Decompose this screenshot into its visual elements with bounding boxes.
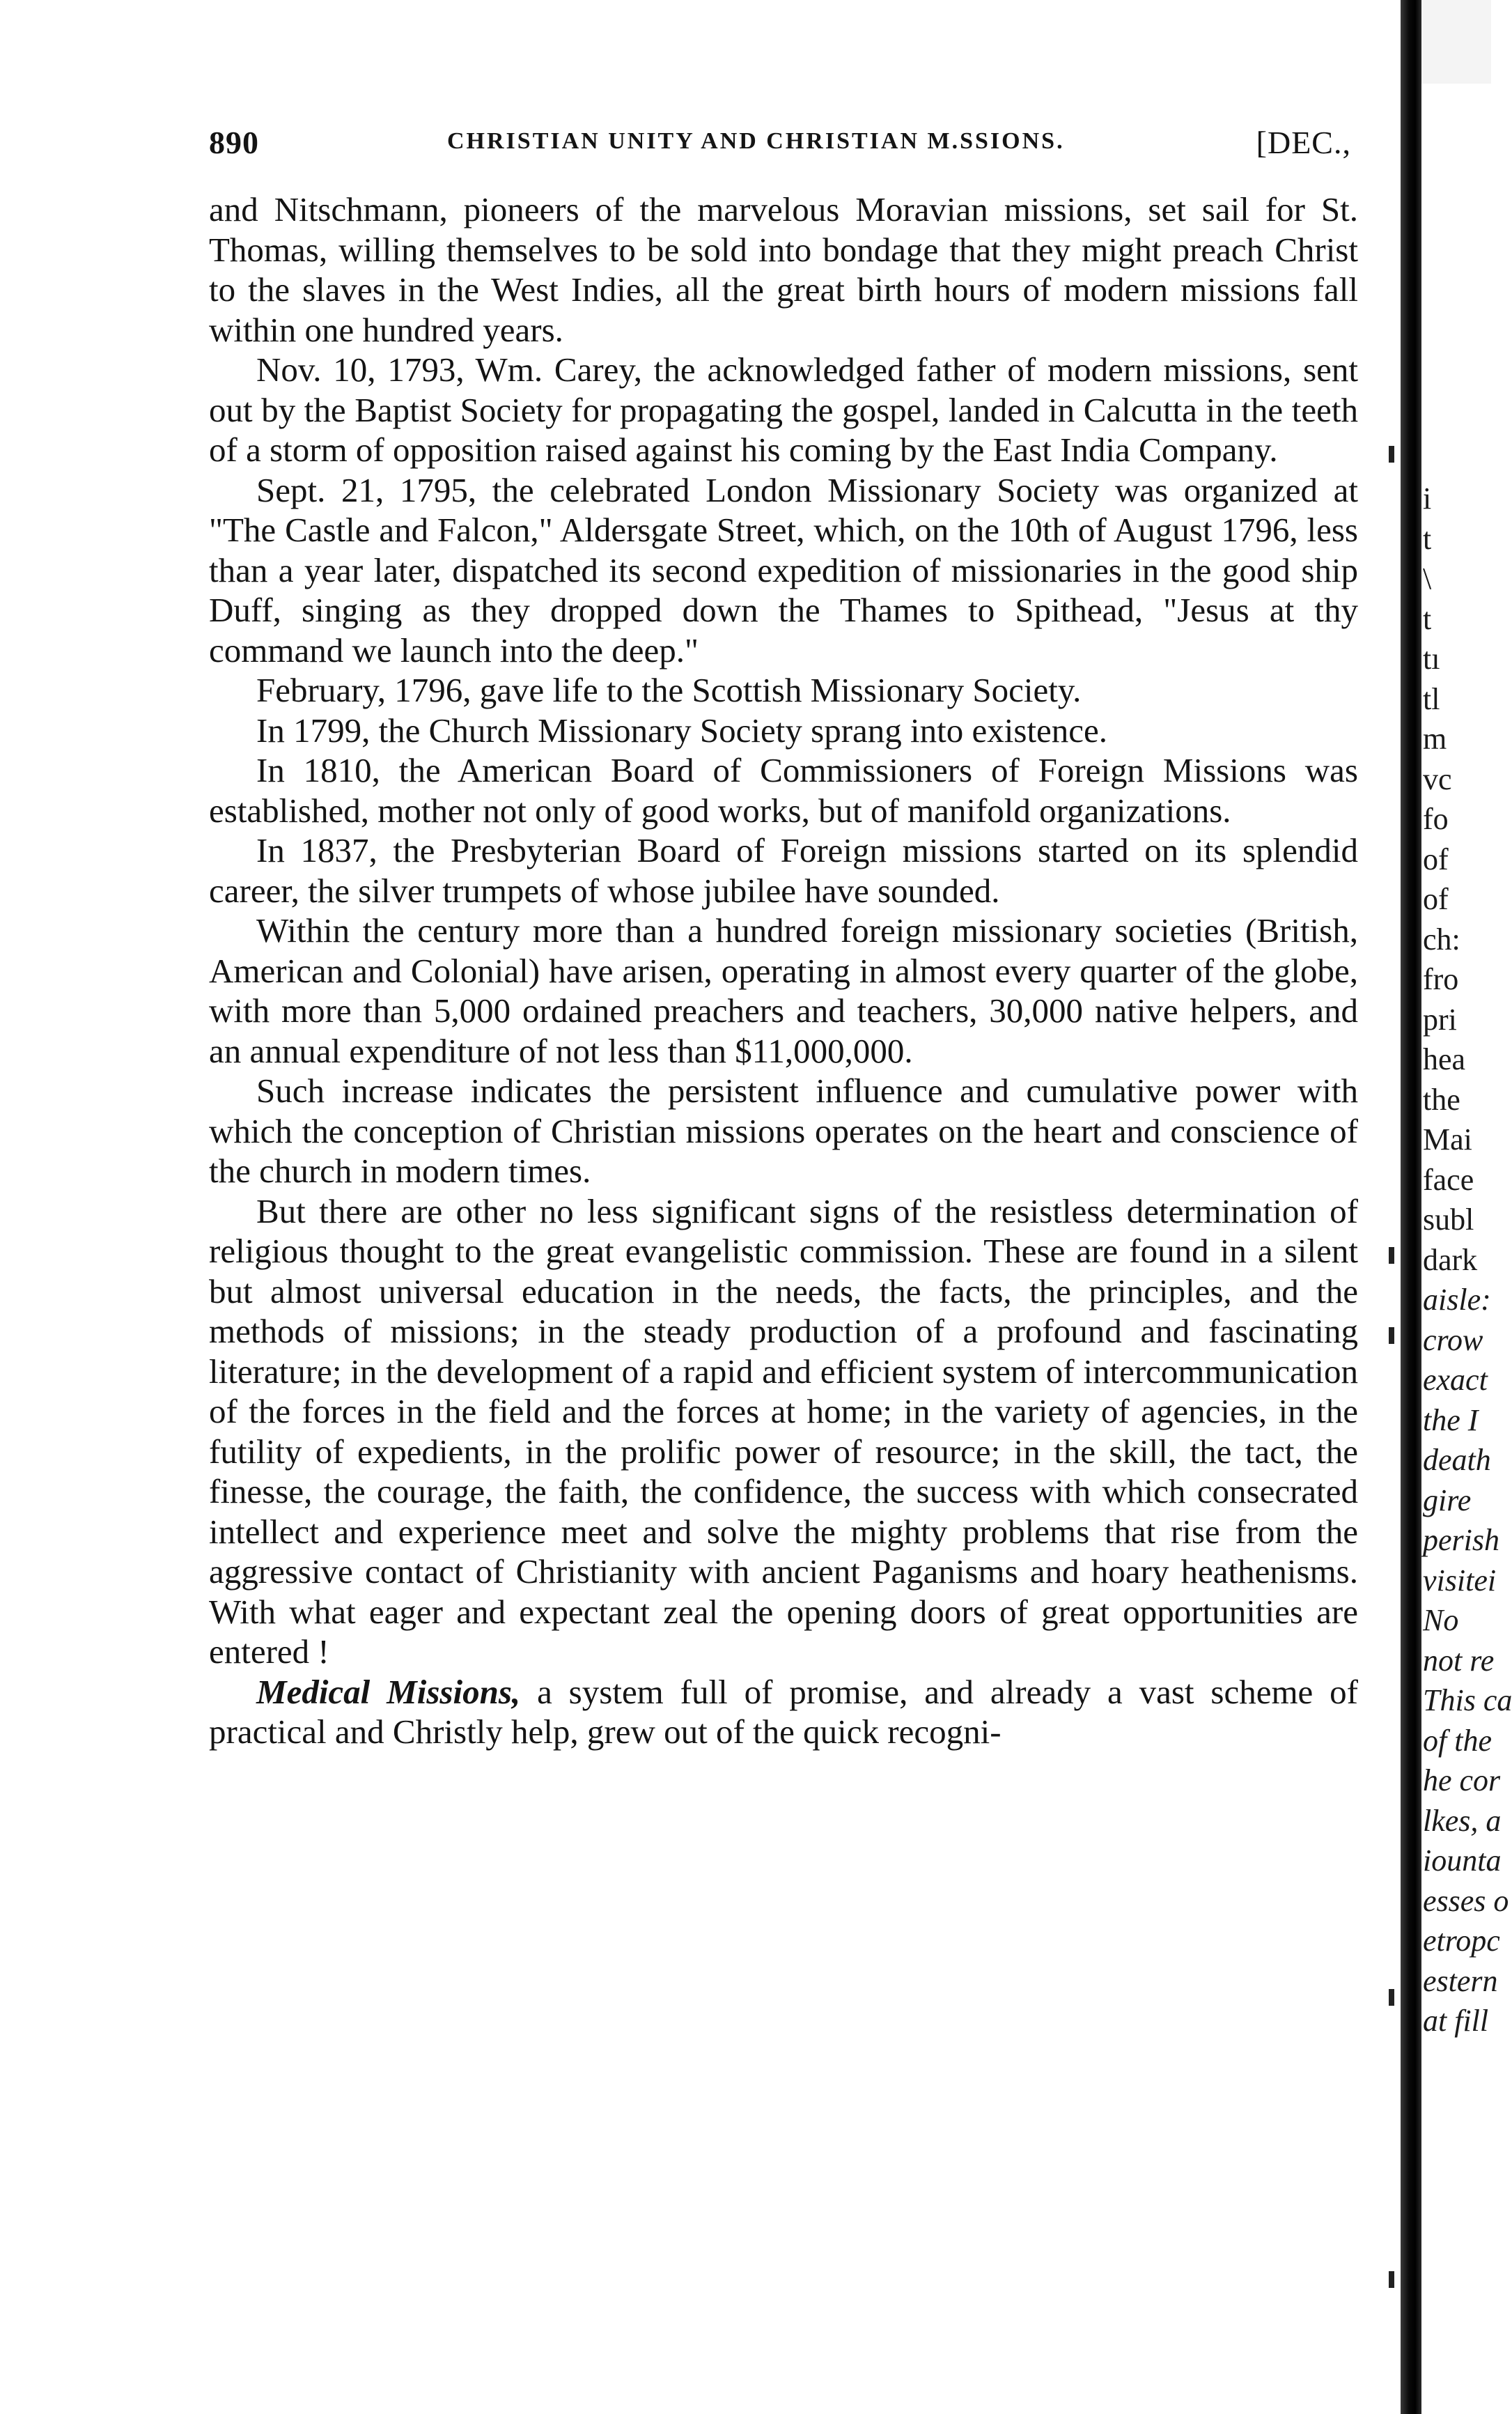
adjacent-page-fragment: of the xyxy=(1423,1723,1492,1758)
adjacent-page-fragment: not re xyxy=(1423,1643,1495,1678)
adjacent-page-fragment: No xyxy=(1423,1603,1459,1637)
paragraph-10: But there are other no less significant signs of the resistless determination of religious thought to the great evangelistic commission. These are found in a silent but almost universal education in the needs, the facts, the principles, and the methods of missions; in the steady production of a profound and fascinating literature; in the development of a rapid and efficient system of intercommunication of the forces in the field and the forces at home; in the variety of agencies, in the futility of expedients, in the prolific power of resource; in the skill, the tact, the finesse, the courage, the faith, the confidence, the success with which consecrated intellect and experience meet and solve the mighty problems that rise from the aggressive contact of Christianity with ancient Paganisms and hoary heathenisms. With what eager and expectant zeal the opening doors of great opportunities are entered ! xyxy=(209,1191,1358,1671)
paragraph-2: Nov. 10, 1793, Wm. Carey, the acknowledged father of modern missions, sent out by the Baptist Society for propagating the gospel, landed in Calcutta in the teeth of a storm of opposition raised against his coming by the East India Company. xyxy=(209,350,1358,469)
adjacent-page-fragment: i xyxy=(1423,481,1432,516)
adjacent-page-fragment: of xyxy=(1423,882,1449,916)
adjacent-page-fragment: pri xyxy=(1423,1002,1457,1037)
date-mark: [DEC., xyxy=(1256,125,1351,160)
running-header xyxy=(209,124,1351,180)
adjacent-page-fragment: hea xyxy=(1423,1042,1466,1076)
gutter-mark xyxy=(1389,1989,1394,2006)
adjacent-page-fragment: exact xyxy=(1423,1363,1488,1397)
adjacent-page-fragment: he cor xyxy=(1423,1763,1501,1797)
adjacent-page-fragment: t xyxy=(1423,521,1432,556)
paragraph-3: Sept. 21, 1795, the celebrated London Missionary Society was organized at "The Castle and Falcon," Aldersgate Street, which, on the 10th of August 1796, less than a year later, dispatched its second expedition of missionaries in the good ship Duff, singing as they dropped down the Thames to Spithead, "Jesus at thy command we launch into the deep." xyxy=(209,470,1358,670)
adjacent-page-fragment: fo xyxy=(1423,802,1449,836)
paragraph-5: In 1799, the Church Missionary Society sprang into existence. xyxy=(256,711,1108,750)
adjacent-page-fragment: face xyxy=(1423,1162,1474,1197)
adjacent-page-fragment: fro xyxy=(1423,962,1459,996)
adjacent-page-fragment: the xyxy=(1423,1082,1460,1117)
page-number: 890 xyxy=(209,125,259,160)
paragraph-8: Within the century more than a hundred foreign missionary societies (British, American and Colonial) have arisen, operating in almost every quarter of the globe, with more than 5,000 ordained preachers and teachers, 30,000 native helpers, and an annual expenditure of not less than $11,000,000. xyxy=(209,911,1358,1070)
adjacent-page-fragment: perish xyxy=(1423,1523,1499,1557)
adjacent-page-fragment: dark xyxy=(1423,1242,1478,1277)
adjacent-page-fragment: crow xyxy=(1423,1322,1483,1357)
adjacent-page-fragment: esses o xyxy=(1423,1883,1509,1918)
adjacent-page-fragment: visitei xyxy=(1423,1563,1497,1597)
adjacent-page-fragment: gire xyxy=(1423,1483,1472,1517)
gutter-mark xyxy=(1389,1247,1394,1264)
gutter-top-shade xyxy=(1417,0,1491,84)
adjacent-page-fragment: subl xyxy=(1423,1202,1474,1237)
adjacent-page-fragment: m xyxy=(1423,722,1447,756)
adjacent-page-fragment: tı xyxy=(1423,642,1440,676)
adjacent-page-fragment: lkes, a xyxy=(1423,1803,1502,1838)
adjacent-page-fragment: ch: xyxy=(1423,922,1460,957)
paragraph-11-rest: a system full of promise, and already a vast scheme of practical and Christly help, grew out of the quick recogni- xyxy=(209,1672,1358,1751)
body-text xyxy=(209,189,1358,1752)
paragraph-9: Such increase indicates the persistent influence and cumulative power with which the conception of Christian missions operates on the heart and conscience of the church in modern times. xyxy=(209,1071,1358,1190)
gutter-mark xyxy=(1389,446,1394,463)
gutter-mark xyxy=(1389,2271,1394,2288)
adjacent-page-fragment: This ca xyxy=(1423,1683,1512,1717)
paragraph-4: February, 1796, gave life to the Scottish Missionary Society. xyxy=(256,671,1082,709)
paragraph-6: In 1810, the American Board of Commissioners of Foreign Missions was established, mother not only of good works, but of manifold organizations. xyxy=(209,751,1358,830)
adjacent-page-fragment: t xyxy=(1423,601,1432,636)
running-title: CHRISTIAN UNITY AND CHRISTIAN M.SSIONS. xyxy=(447,128,1065,154)
adjacent-page-fragment: vc xyxy=(1423,761,1452,796)
adjacent-page-fragment: death xyxy=(1423,1443,1491,1477)
adjacent-page-fragment: of xyxy=(1423,842,1449,876)
adjacent-page-fragment: tl xyxy=(1423,681,1440,716)
paragraph-11 xyxy=(209,1672,1358,1752)
adjacent-page-fragment: at fill xyxy=(1423,2004,1489,2038)
adjacent-page-fragment: Mai xyxy=(1423,1122,1472,1156)
adjacent-page-fragment: aisle: xyxy=(1423,1283,1491,1317)
paragraph-1: and Nitschmann, pioneers of the marvelous Moravian missions, set sail for St. Thomas, willing themselves to be sold into bondage that they might preach Christ to the slaves in the West Indies, all the great birth hours of modern missions fall within one hundred years. xyxy=(209,190,1358,349)
adjacent-page-fragment: iounta xyxy=(1423,1843,1502,1878)
adjacent-page-fragment: the I xyxy=(1423,1402,1479,1437)
paragraph-7: In 1837, the Presbyterian Board of Foreign missions started on its splendid career, the silver trumpets of whose jubilee have sounded. xyxy=(209,831,1358,910)
adjacent-page-fragment: \ xyxy=(1423,562,1432,596)
gutter-mark xyxy=(1389,1327,1394,1344)
adjacent-page-fragment: estern xyxy=(1423,1963,1498,1998)
page-gutter-shadow xyxy=(1401,0,1421,2414)
medical-missions-lead: Medical Missions, xyxy=(256,1672,521,1711)
adjacent-page-fragment: etropc xyxy=(1423,1924,1500,1958)
